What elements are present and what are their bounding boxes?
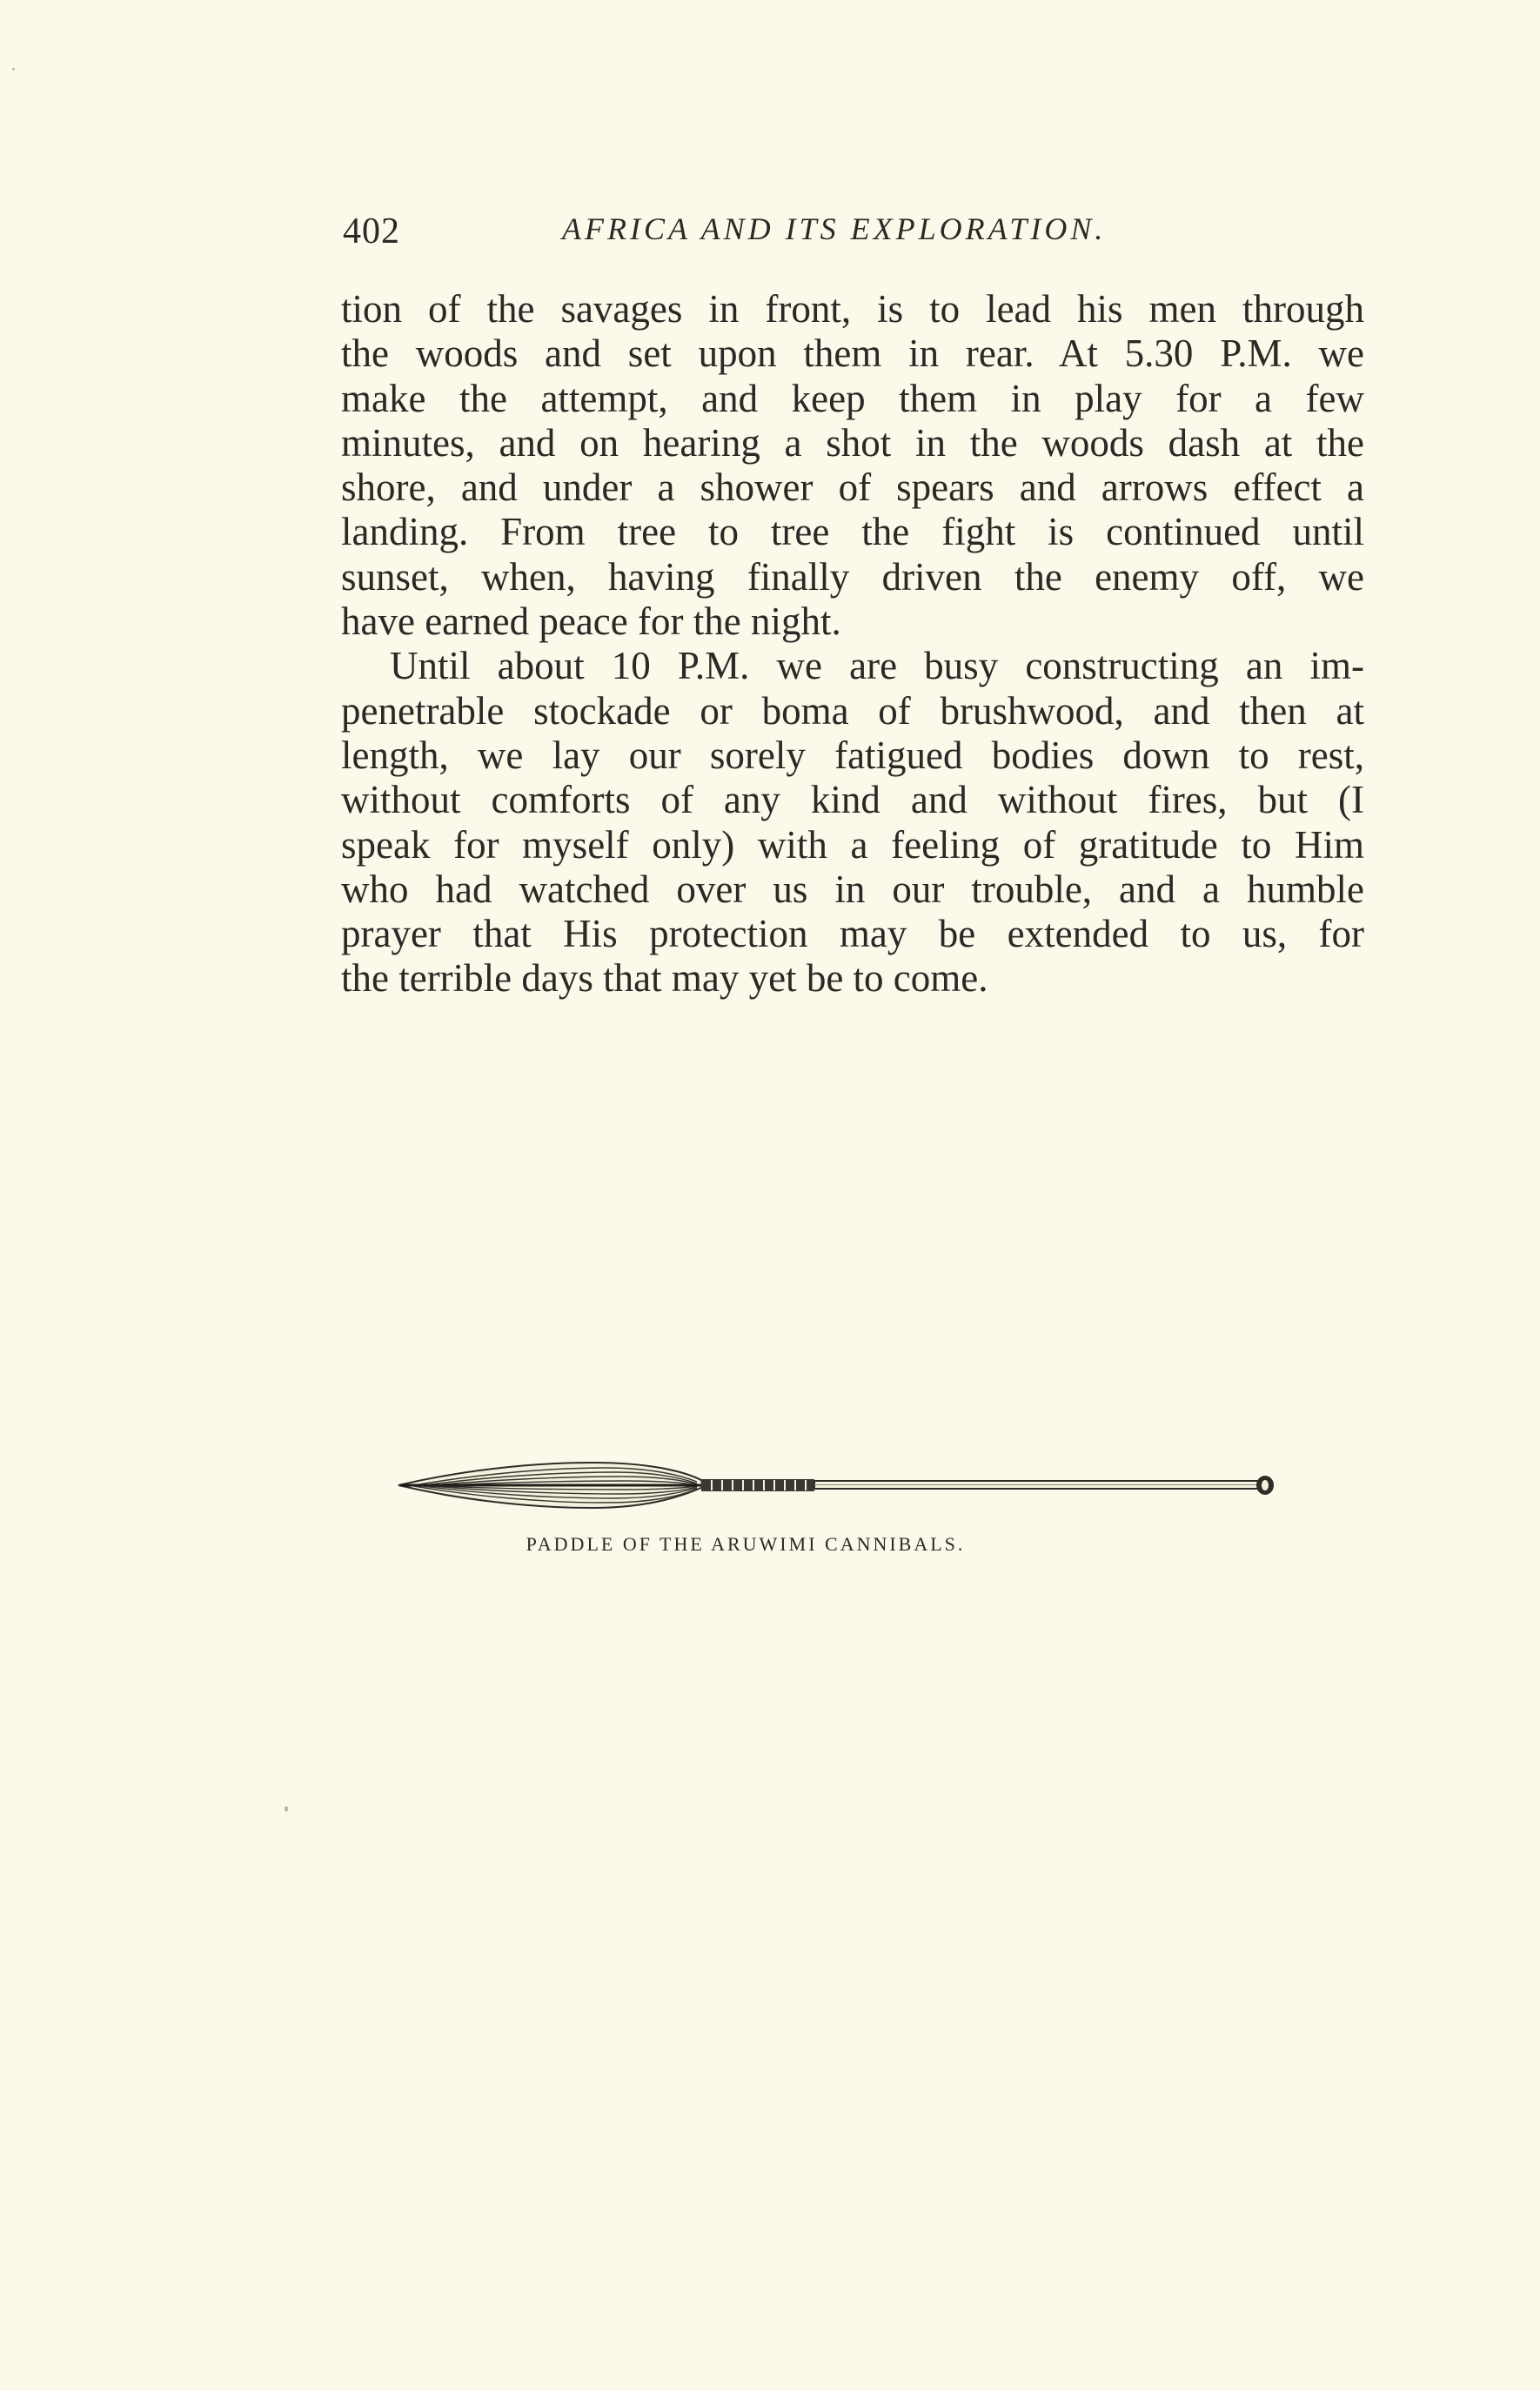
text-line: length, we lay our sorely fatigued bodies down to rest, xyxy=(341,733,1364,777)
text-line: landing. From tree to tree the fight is continued until xyxy=(341,510,1364,554)
paddle-icon xyxy=(397,1449,1284,1518)
text-line: the woods and set upon them in rear. At 5.30 P.M. we xyxy=(341,332,1364,376)
paper-speck xyxy=(285,1806,288,1812)
text-line: prayer that His protection may be extended to us, for xyxy=(341,912,1364,956)
figure-caption-text: PADDLE OF THE ARUWIMI CANNIBALS. xyxy=(526,1533,966,1555)
text-line: Until about 10 P.M. we are busy constructing an im- xyxy=(390,644,1364,688)
text-line: minutes, and on hearing a shot in the woods dash at the xyxy=(341,420,1364,465)
paper-speck xyxy=(12,68,15,70)
text-line: speak for myself only) with a feeling of gratitude to Him xyxy=(341,822,1364,867)
text-line: penetrable stockade or boma of brushwood, and then at xyxy=(341,688,1364,733)
paddle-figure xyxy=(397,1449,1284,1518)
text-line: sunset, when, having finally driven the enemy off, we xyxy=(341,554,1364,599)
text-line: have earned peace for the night. xyxy=(341,599,841,644)
text-line: the terrible days that may yet be to come. xyxy=(341,956,988,1001)
figure-caption xyxy=(0,1533,1540,1556)
body-text xyxy=(341,287,1364,1001)
running-head xyxy=(343,211,1148,252)
page-number: 402 xyxy=(343,211,400,251)
text-line: make the attempt, and keep them in play for a few xyxy=(341,376,1364,420)
text-line: tion of the savages in front, is to lead his men through xyxy=(341,287,1364,331)
text-line: who had watched over us in our trouble, and a humble xyxy=(341,867,1364,911)
running-title: AFRICA AND ITS EXPLORATION. xyxy=(562,211,1107,246)
text-line: without comforts of any kind and without fires, but (I xyxy=(341,778,1364,822)
text-line: shore, and under a shower of spears and arrows effect a xyxy=(341,465,1364,510)
